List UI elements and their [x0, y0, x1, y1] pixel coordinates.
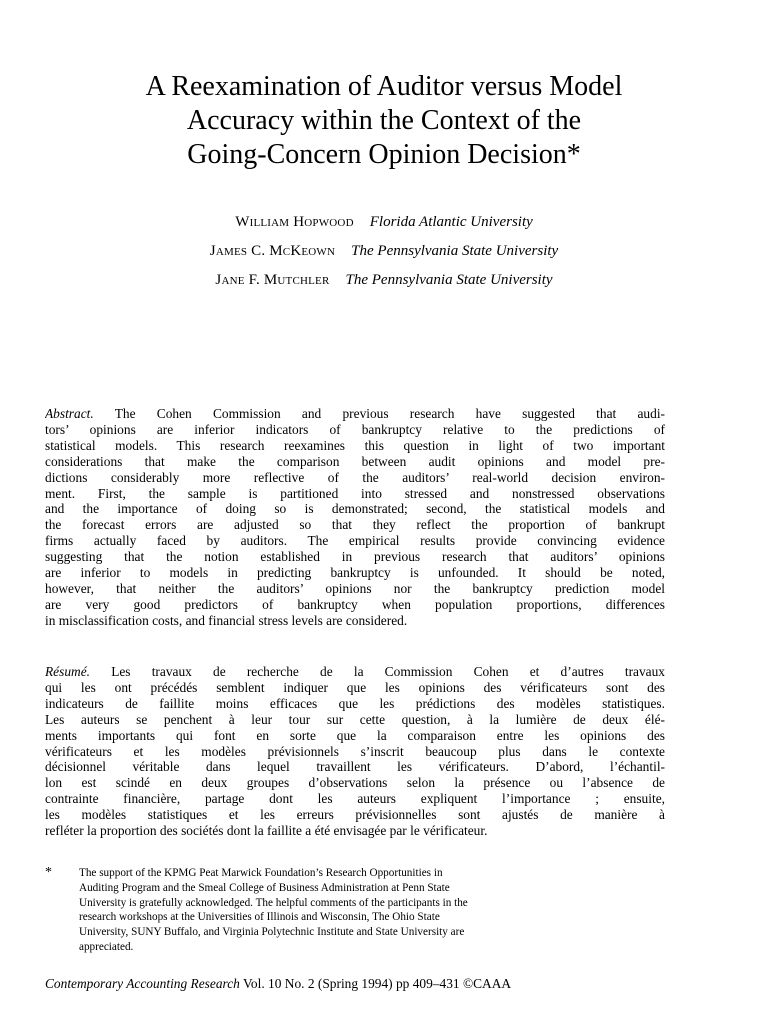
resume-line: qui les ont précédés semblent indiquer que les opinions des vérificateurs sont des: [45, 679, 665, 695]
resume-line: [45, 664, 665, 680]
title-line: A Reexamination of Auditor versus Model: [145, 71, 623, 102]
resume-line: les modèles statistiques et les erreurs prévisionnelles sont ajustés de manière à: [45, 807, 665, 823]
footnote: [45, 866, 665, 955]
abstract-line: in misclassification costs, and financial stress levels are considered.: [45, 612, 408, 628]
footnote-line: appreciated.: [79, 940, 134, 953]
title-line: Accuracy within the Context of the: [186, 105, 582, 136]
author-affiliation: The Pennsylvania State University: [351, 243, 559, 259]
resume-label: Résumé.: [45, 664, 90, 679]
author-affiliation: The Pennsylvania State University: [345, 272, 553, 288]
abstract-line: the forecast errors are adjusted so that they reflect the proportion of bankrupt: [45, 517, 665, 533]
author-entry: [0, 266, 768, 295]
author-list: [0, 208, 768, 295]
abstract-line: suggesting that the notion established in previous research that auditors’ opinions: [45, 549, 665, 565]
resume-line: refléter la proportion des sociétés dont la faillite a été envisagée par le vérificateur.: [45, 823, 488, 839]
abstract-line: [45, 406, 665, 422]
abstract-line: firms actually faced by auditors. The empirical results provide convincing evidence: [45, 533, 665, 549]
resume-line: ments importants qui font en sorte que la comparaison entre les opinions des: [45, 727, 665, 743]
title-line: Going-Concern Opinion Decision*: [187, 139, 581, 170]
journal-citation: [45, 976, 685, 992]
abstract-line: considerations that make the comparison between audit opinions and model pre-: [45, 453, 665, 469]
abstract: [45, 406, 665, 629]
author-affiliation: Florida Atlantic University: [369, 214, 533, 230]
footnote-line: University is gratefully acknowledged. The helpful comments of the participants in the: [79, 896, 468, 909]
author-name: Jane F. Mutchler: [215, 272, 330, 288]
footnote-body: [79, 866, 639, 955]
author-entry: [0, 237, 768, 266]
author-name: James C. McKeown: [209, 243, 336, 259]
resume-line: Les auteurs se penchent à leur tour sur cette question, à la lumière de deux élé-: [45, 711, 665, 727]
resume-line: indicateurs de faillite moins efficaces que les prédictions des modèles statistiques.: [45, 695, 665, 711]
author-name: William Hopwood: [235, 214, 354, 230]
citation-details: Vol. 10 No. 2 (Spring 1994) pp 409–431 ©CAAA: [242, 976, 512, 991]
paper-title: [40, 70, 728, 172]
abstract-line: tors’ opinions are inferior indicators of bankruptcy relative to the predictions of: [45, 421, 665, 437]
abstract-line: statistical models. This research reexamines this question in light of two important: [45, 437, 665, 453]
abstract-label: Abstract.: [45, 406, 94, 421]
abstract-line: are inferior to models in predicting bankruptcy is unfounded. It should be noted,: [45, 565, 665, 581]
resume-line: vérificateurs et les modèles prévisionnels s’inscrit beaucoup plus dans le contexte: [45, 743, 665, 759]
resume-line: contrainte financière, partage dont les auteurs expliquent l’importance ; ensuite,: [45, 791, 665, 807]
journal-name: Contemporary Accounting Research: [45, 976, 240, 991]
resume-text: Les travaux de recherche de la Commission Cohen et d’autres travaux: [111, 664, 665, 679]
resume-line: lon est scindé en deux groupes d’observations selon la présence ou l’absence de: [45, 775, 665, 791]
footnote-line: research workshops at the Universities of Illinois and Wisconsin, The Ohio State: [79, 911, 440, 924]
footnote-line: University, SUNY Buffalo, and Virginia Polytechnic Institute and State University are: [79, 926, 465, 939]
footnote-marker: *: [45, 865, 52, 880]
resume-line: décisionnel véritable dans lequel travaillent les vérificateurs. D’abord, l’échantil-: [45, 759, 665, 775]
abstract-line: and the importance of doing so is demonstrated; second, the statistical models and: [45, 501, 665, 517]
footnote-line: The support of the KPMG Peat Marwick Foundation’s Research Opportunities in: [79, 867, 443, 879]
abstract-line: ment. First, the sample is partitioned into stressed and nonstressed observations: [45, 485, 665, 501]
abstract-text: The Cohen Commission and previous research have suggested that audi-: [114, 406, 665, 421]
resume: [45, 664, 665, 839]
abstract-line: however, that neither the auditors’ opinions nor the bankruptcy prediction model: [45, 580, 665, 596]
abstract-line: are very good predictors of bankruptcy when population proportions, differences: [45, 596, 665, 612]
footnote-line: Auditing Program and the Smeal College of Business Administration at Penn State: [79, 881, 450, 894]
abstract-line: dictions considerably more reflective of the auditors’ real-world decision environ-: [45, 469, 665, 485]
author-entry: [0, 208, 768, 237]
